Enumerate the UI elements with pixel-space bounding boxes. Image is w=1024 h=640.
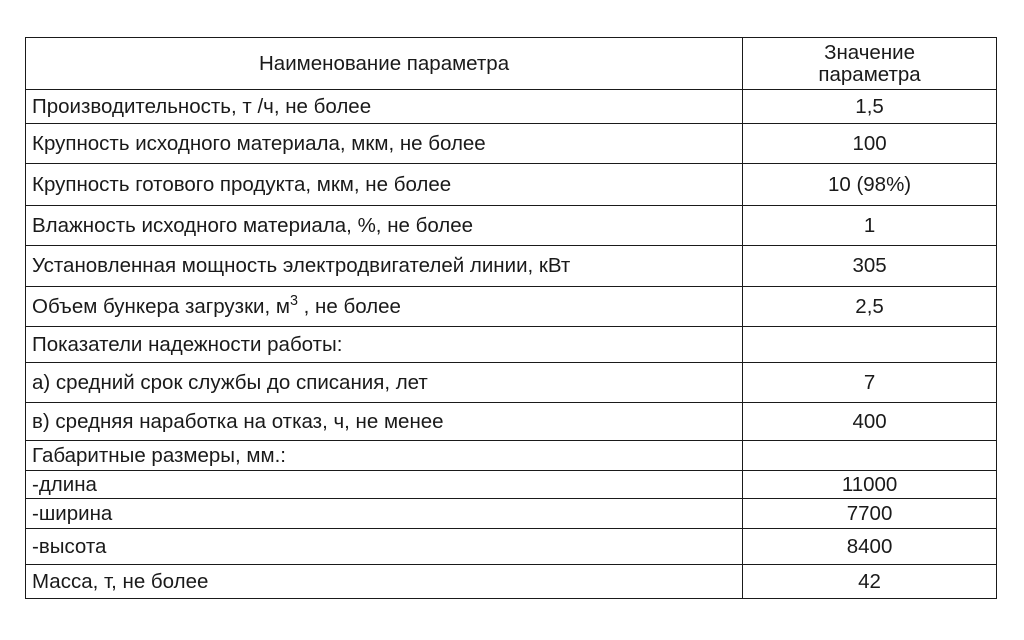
table-row: [26, 287, 997, 327]
header-value-line2: параметра: [818, 62, 921, 86]
table-row: [26, 164, 997, 206]
table-row: [26, 529, 997, 565]
parameters-table: [25, 37, 997, 599]
row-value: 2,5: [743, 287, 997, 327]
header-parameter-name: Наименование параметра: [26, 38, 743, 90]
row-value: 1: [743, 206, 997, 246]
row-value: 42: [743, 565, 997, 599]
row-value: 305: [743, 246, 997, 287]
row-name-superscript: 3: [289, 292, 298, 309]
table-row: [26, 246, 997, 287]
row-value: 7: [743, 363, 997, 403]
header-parameter-value: [743, 38, 997, 90]
table-row: [26, 441, 997, 471]
row-value: 10 (98%): [743, 164, 997, 206]
row-name: -высота: [26, 529, 743, 565]
row-name: [26, 287, 743, 327]
row-value: 8400: [743, 529, 997, 565]
row-name: -длина: [26, 471, 743, 499]
table-row: [26, 565, 997, 599]
row-name: Крупность готового продукта, мкм, не более: [26, 164, 743, 206]
row-name: Крупность исходного материала, мкм, не более: [26, 124, 743, 164]
row-name: в) средняя наработка на отказ, ч, не менее: [26, 403, 743, 441]
row-value: 7700: [743, 499, 997, 529]
table-row: [26, 499, 997, 529]
row-name: Масса, т, не более: [26, 565, 743, 599]
row-value: [743, 441, 997, 471]
row-value: 400: [743, 403, 997, 441]
row-name: Установленная мощность электродвигателей линии, кВт: [26, 246, 743, 287]
row-name: а) средний срок службы до списания, лет: [26, 363, 743, 403]
row-name: Производительность, т /ч, не более: [26, 90, 743, 124]
table-header-row: [26, 38, 997, 90]
table-row: [26, 403, 997, 441]
row-value: 1,5: [743, 90, 997, 124]
table-row: [26, 471, 997, 499]
table-row: [26, 327, 997, 363]
row-name: Габаритные размеры, мм.:: [26, 441, 743, 471]
header-value-line1: Значение: [824, 40, 916, 64]
row-value: 100: [743, 124, 997, 164]
table-row: [26, 90, 997, 124]
row-name: -ширина: [26, 499, 743, 529]
row-value: [743, 327, 997, 363]
row-name-text: Объем бункера загрузки, м: [32, 294, 290, 318]
table-row: [26, 206, 997, 246]
table-row: [26, 124, 997, 164]
row-value: 11000: [743, 471, 997, 499]
row-name: Показатели надежности работы:: [26, 327, 743, 363]
row-name: Влажность исходного материала, %, не более: [26, 206, 743, 246]
row-name-text-suffix: , не более: [297, 294, 401, 318]
table-row: [26, 363, 997, 403]
